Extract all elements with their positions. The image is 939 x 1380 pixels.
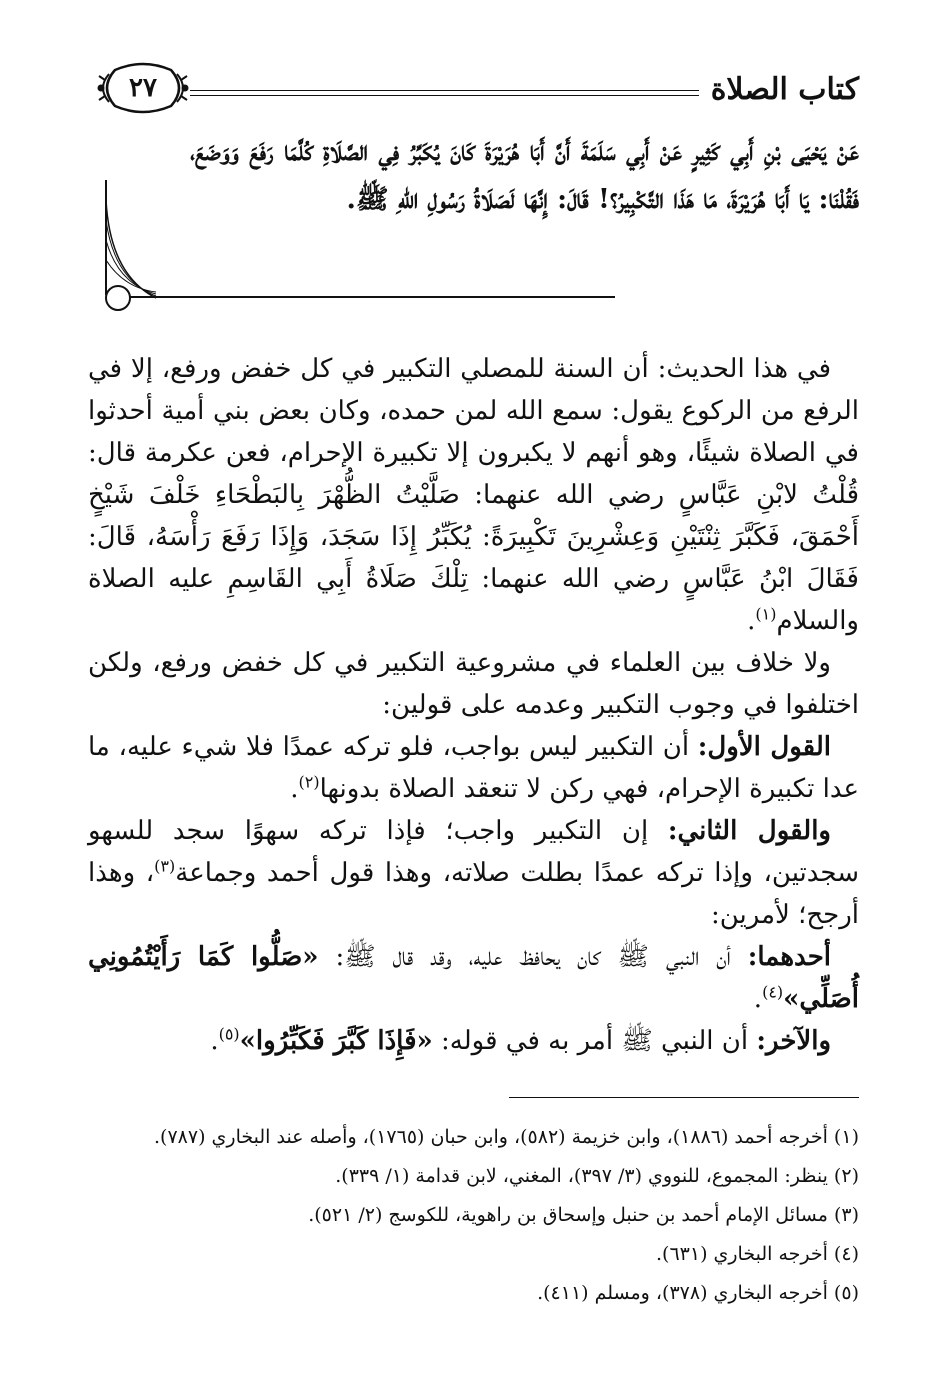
second-opinion-tail: ، وهذا أرجح؛ لأمرين: (88, 858, 859, 930)
body-text (88, 348, 859, 1062)
footnote-ref-3: (٣) (154, 856, 176, 876)
reason-two-quote: «فَإِذَا كَبَّرَ فَكَبِّرُوا» (239, 1026, 433, 1056)
footnote-separator (509, 1097, 859, 1098)
footnote-5: (٥) أخرجه البخاري (٣٧٨)، ومسلم (٤١١). (537, 1282, 859, 1304)
reason-two-text: أن النبي ﷺ أمر به في قوله: (432, 1026, 757, 1056)
reason-one: أحدهما: أن النبي ﷺ كان يحافظ عليه، وقد قال ﷺ: «صَلُّوا كَمَا رَأَيْتُمُونِي أُصَلِّي»$^{(٤)}$. (88, 942, 859, 1014)
footnote-1: (١) أخرجه أحمد (١٨٨٦)، وابن خزيمة (٥٨٢)، وابن حبان (١٧٦٥)، وأصله عند البخاري (٧٨٧). (154, 1126, 859, 1148)
paragraph-1-text: في هذا الحديث: أن السنة للمصلي التكبير في كل خفض ورفع، إلا في الرفع من الركوع يقول: سمع الله لمن حمده، وكان بعض بني أمية أحدثوا في الصلاة شيئًا، وهو أنهم لا يكبرون إلا تكبيرة الإحرام، فعن عكرمة قال: قُلْتُ لابْنِ عَبَّاسٍ رضي الله عنهما: صَلَّيْتُ الظُّهْرَ بِالبَطْحَاءِ خَلْفَ شَيْخٍ أَحْمَقَ، فَكَبَّرَ ثِنْتَيْنِ وَعِشْرِينَ تَكْبِيرَةً: يُكَبِّرُ إِذَا سَجَدَ، وَإِذَا رَفَعَ رَأْسَهُ، قَالَ: فَقَالَ ابْنُ عَبَّاسٍ رضي الله عنهما: تِلْكَ صَلَاةُ أَبِي القَاسِمِ عليه الصلاة والسلام (88, 354, 859, 636)
paragraph-1: في هذا الحديث: أن السنة للمصلي التكبير في كل خفض ورفع، إلا في الرفع من الركوع يقول: سمع الله لمن حمده، وكان بعض بني أمية أحدثوا في الصلاة شيئًا، وهو أنهم لا يكبرون إلا تكبيرة الإحرام، فعن عكرمة قال: قُلْتُ لابْنِ عَبَّاسٍ رضي الله عنهما: صَلَّيْتُ الظُّهْرَ بِالبَطْحَاءِ خَلْفَ شَيْخٍ أَحْمَقَ، فَكَبَّرَ ثِنْتَيْنِ وَعِشْرِينَ تَكْبِيرَةً: يُكَبِّرُ إِذَا سَجَدَ، وَإِذَا رَفَعَ رَأْسَهُ، قَالَ: فَقَالَ ابْنُ عَبَّاسٍ رضي الله عنهما: تِلْكَ صَلَاةُ أَبِي القَاسِمِ عليه الصلاة والسلام$^{(١)}$. (88, 354, 859, 636)
first-opinion-text: أن التكبير ليس بواجب، فلو تركه عمدًا فلا شيء عليه، ما عدا تكبيرة الإحرام، فهي ركن لا تنعقد الصلاة بدونها (88, 732, 859, 804)
second-opinion-label: والقول الثاني: (667, 816, 831, 846)
header-rule (190, 90, 699, 96)
footnotes (88, 1118, 859, 1313)
corner-ornament-icon (98, 180, 158, 320)
second-opinion (88, 810, 859, 936)
footnote-3: (٣) مسائل الإمام أحمد بن حنبل وإسحاق بن راهوية، للكوسج (٢/ ٥٢١). (308, 1204, 859, 1226)
footnote-ref-2: (٢) (298, 772, 320, 792)
page-number-ornament (95, 60, 191, 116)
reason-one-label: أحدهما: (747, 942, 831, 972)
footnote-ref-4: (٤) (762, 982, 784, 1002)
reason-one-text: أن النبي ﷺ كان يحافظ عليه، وقد قال ﷺ: (318, 942, 748, 972)
first-opinion-label: القول الأول: (697, 732, 831, 762)
page-header (95, 58, 859, 118)
footnote-4: (٤) أخرجه البخاري (٦٣١). (655, 1243, 859, 1265)
footnote-ref-5: (٥) (218, 1024, 240, 1044)
reason-two-label: والآخر: (756, 1026, 831, 1056)
footnote-ref-1: (١) (755, 604, 777, 624)
hadith-frame-rule (115, 296, 615, 298)
hadith-text: عَنْ يَحْيَى بْنِ أَبِي كَثِيرٍ عَنْ أَبِي سَلَمَةَ أَنَّ أَبَا هُرَيْرَةَ كَانَ يُكَبِّرُ فِي الصَّلَاةِ كُلَّمَا رَفَعَ وَوَضَعَ، فَقُلْنَا: يَا أَبَا هُرَيْرَةَ، مَا هَذَا التَّكْبِيرُ؟! قَالَ: إِنَّهَا لَصَلَاةُ رَسُولِ اللهِ ﷺ. (190, 136, 859, 215)
first-opinion: القول الأول: أن التكبير ليس بواجب، فلو تركه عمدًا فلا شيء عليه، ما عدا تكبيرة الإحرام، فهي ركن لا تنعقد الصلاة بدونها$^{(٢)}$. (88, 732, 859, 804)
second-opinion-text: إن التكبير واجب؛ فإذا تركه سهوًا سجد للسهو سجدتين، وإذا تركه عمدًا بطلت صلاته، وهذا قول أحمد وجماعة (88, 816, 859, 888)
page-number: ٢٧ (129, 73, 157, 103)
paragraph-2: ولا خلاف بين العلماء في مشروعية التكبير في كل خفض ورفع، ولكن اختلفوا في وجوب التكبير وعدمه على قولين: (88, 648, 859, 720)
reason-two: والآخر: أن النبي ﷺ أمر به في قوله: «فَإِذَا كَبَّرَ فَكَبِّرُوا»$^{(٥)}$. (210, 1024, 831, 1056)
footnote-2: (٢) ينظر: المجموع، للنووي (٣/ ٣٩٧)، المغني، لابن قدامة (١/ ٣٣٩). (335, 1165, 859, 1187)
reason-one-quote: «صَلُّوا كَمَا رَأَيْتُمُونِي أُصَلِّي» (88, 942, 859, 1014)
book-title: كتاب الصلاة (710, 72, 859, 107)
